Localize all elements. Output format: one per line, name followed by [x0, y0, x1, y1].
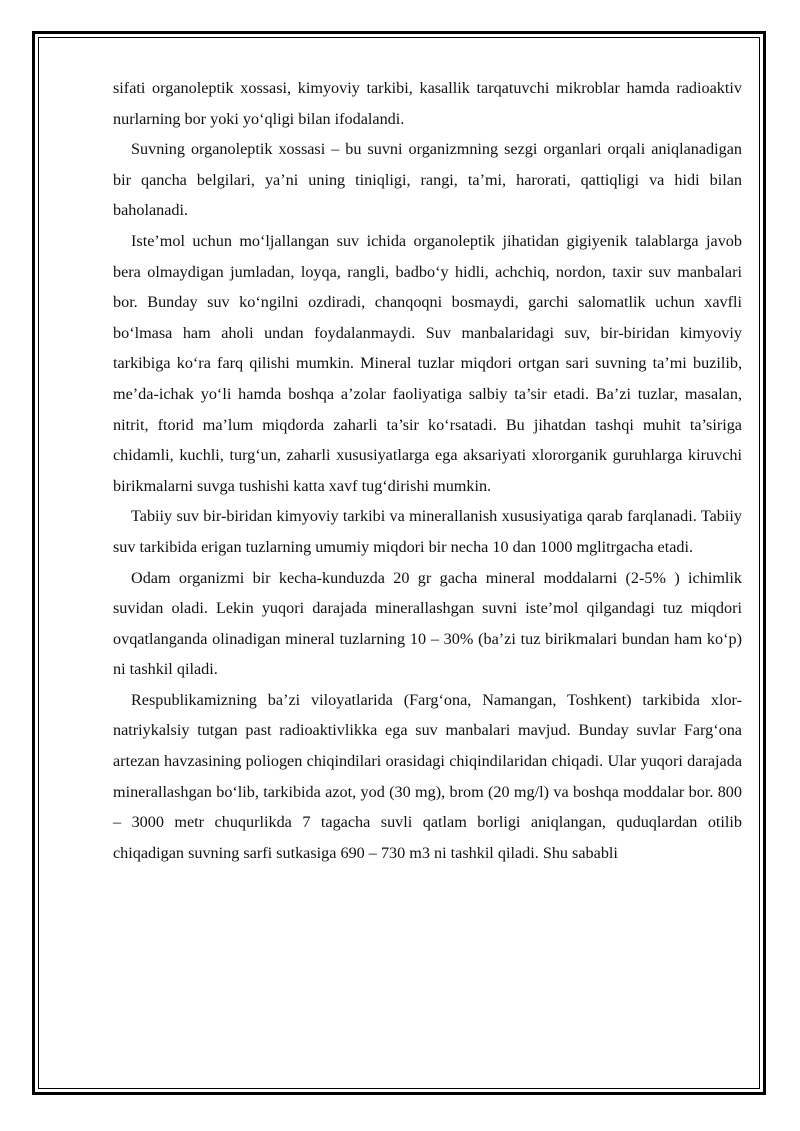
paragraph-natural-water: Tabiiy suv bir-biridan kimyoviy tarkibi va minerallanish xususiyatiga qarab farqlanadi. Tabiiy suv tarkibida erigan tuzlarning umumiy miqdori bir necha 10 dan 1000 mglitrgacha etadi. — [113, 507, 742, 556]
paragraph-continuation: sifati organoleptik xossasi, kimyoviy tarkibi, kasallik tarqatuvchi mikroblar hamda radioaktiv nurlarning bor yoki yo‘qligi bilan ifodalandi. — [113, 79, 742, 128]
paragraph-regional-sources: Respublikamizning ba’zi viloyatlarida (Farg‘ona, Namangan, Toshkent) tarkibida xlor-natriykalsiy tutgan past radioaktivlikka ega suv manbalari mavjud. Bunday suvlar Farg‘ona artezan havzasining poliogen chiqindilari orasidagi chiqindilaridan chiqadi. Ular yuqori darajada minerallashgan bo‘lib, tarkibida azot, yod (30 mg), brom (20 mg/l) va boshqa moddalar bor. 800 – 3000 metr chuqurlikda 7 tagacha suvli qatlam borligi aniqlangan, quduqlardan otilib chiqadigan suvning sarfi sutkasiga 690 – 730 m3 ni tashkil qiladi. Shu sababli — [113, 690, 742, 862]
paragraph-mineral-intake: Odam organizmi bir kecha-kunduzda 20 gr gacha mineral moddalarni (2-5% ) ichimlik suvidan oladi. Lekin yuqori darajada minerallashgan suvni iste’mol qilgandagi tuz miqdori ovqatlanganda olinadigan mineral tuzlarning 10 – 30% (ba’zi tuz birikmalari bundan ham ko‘p) ni tashkil qiladi. — [113, 568, 742, 679]
paragraph-organoleptic: Suvning organoleptik xossasi – bu suvni organizmning sezgi organlari orqali aniqlanadigan bir qancha belgilari, ya’ni uning tiniqligi, rangi, ta’mi, harorati, qattiqligi va hidi bilan baholanadi. — [113, 140, 742, 220]
document-body — [113, 73, 742, 868]
paragraph-consumption-water: Iste’mol uchun mo‘ljallangan suv ichida organoleptik jihatidan gigiyenik talablarga javob bera olmaydigan jumladan, loyqa, rangli, badbo‘y hidli, achchiq, nordon, taxir suv manbalari bor. Bunday suv ko‘ngilni ozdiradi, chanqoqni bosmaydi, garchi salomatlik uchun xavfli bo‘lmasa ham aholi undan foydalanmaydi. Suv manbalaridagi suv, bir-biridan kimyoviy tarkibiga ko‘ra farq qilishi mumkin. Mineral tuzlar miqdori ortgan sari suvning ta’mi buzilib, me’da-ichak yo‘li hamda boshqa a’zolar faoliyatiga salbiy ta’sir etadi. Ba’zi tuzlar, masalan, nitrit, ftorid ma’lum miqdorda zaharli ta’sir ko‘rsatadi. Bu jihatdan tashqi muhit ta’siriga chidamli, kuchli, turg‘un, zaharli xususiyatlarga ega aksariyati xlororganik guruhlarga kiruvchi birikmalarni suvga tushishi katta xavf tug‘dirishi mumkin. — [113, 231, 742, 495]
